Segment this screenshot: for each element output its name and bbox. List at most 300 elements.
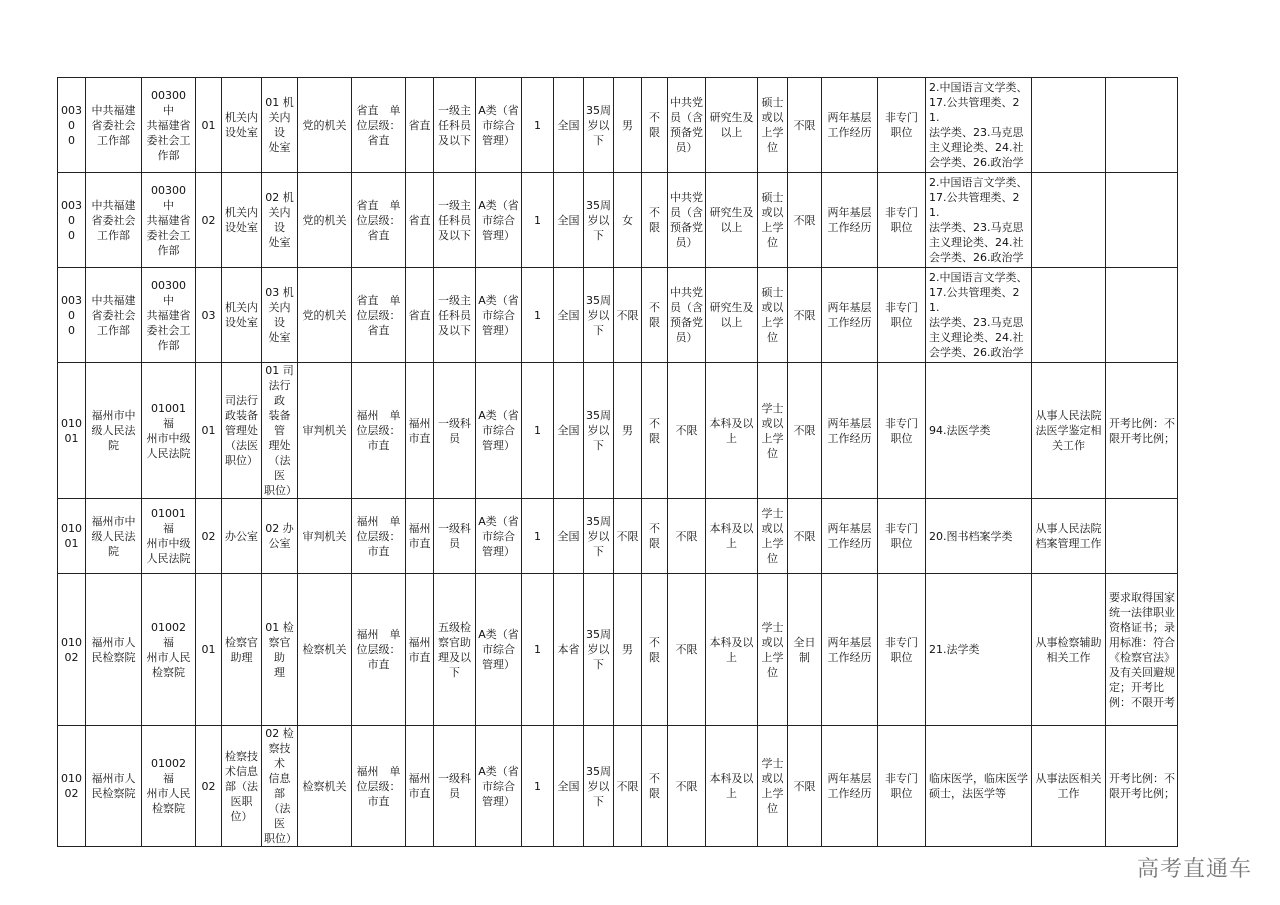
table-cell [614,173,642,268]
cell-text: 010 02 [61,635,82,664]
cell-text: 中共党 员（含 预备党 员） [670,191,703,249]
table-cell [262,499,298,574]
table-cell [878,499,926,574]
table-cell [584,499,614,574]
table-cell [706,173,758,268]
table-row [58,363,1178,499]
table-cell [614,726,642,847]
table-cell [476,574,522,726]
cell-text: 01 机 关内设 处室 [265,96,294,154]
table-cell [58,574,86,726]
cell-text: 03 机 关内设 处室 [265,286,294,344]
cell-text: 机关内 设处室 [225,301,258,329]
table-cell [878,726,926,847]
cell-text: 两年基层 工作经历 [827,206,872,234]
cell-text: 硕士 或以 上学 位 [761,96,784,154]
table-cell [878,363,926,499]
cell-text: 20.图书档案学类 [929,529,1013,543]
table-cell [142,363,196,499]
cell-text: 两年基层 工作经历 [827,301,872,329]
table-cell [758,363,788,499]
cell-text: 福州市中 级人民法 院 [91,514,136,558]
cell-text: 全国 [557,779,580,793]
table-cell [196,726,222,847]
cell-text: 中共党 员（含 预备党 员） [670,96,703,154]
table-cell [262,173,298,268]
table-cell [822,173,878,268]
cell-text: 非专门 职位 [885,522,918,550]
table-cell [434,363,476,499]
cell-text: 全国 [557,118,580,132]
cell-text: A类（省 市综合 管理） [478,628,519,671]
table-cell [476,363,522,499]
table-cell [668,268,706,363]
table-cell [298,726,352,847]
cell-text: 不 限 [649,772,660,800]
table-cell [406,173,434,268]
table-cell [878,78,926,173]
table-cell [196,574,222,726]
table-cell [406,726,434,847]
table-cell [822,499,878,574]
table-cell [1106,268,1178,363]
table-cell [758,268,788,363]
table-cell [1106,173,1178,268]
cell-text: 非专门 职位 [885,416,918,445]
table-cell [614,78,642,173]
table-cell [642,499,668,574]
table-cell [584,574,614,726]
cell-text: 1 [534,529,541,543]
table-cell [58,499,86,574]
table-cell [196,363,222,499]
cell-text: 35周 岁以 下 [586,628,611,671]
table-cell [926,574,1032,726]
cell-text: 35周 岁以 下 [586,764,611,808]
table-cell [878,574,926,726]
table-cell [222,726,262,847]
cell-text: 检察官 助理 [225,635,258,664]
cell-text: 福州市人 民检察院 [91,772,136,800]
table-cell [554,726,584,847]
table-cell [878,173,926,268]
table-cell [926,268,1032,363]
cell-text: 不限 [675,643,698,656]
table-cell [584,173,614,268]
recruitment-table [57,77,1178,847]
cell-text: 非专门 职位 [885,111,918,139]
table-cell [668,726,706,847]
cell-text: 不 限 [649,301,660,329]
cell-text: A类（省 市综合 管理） [478,514,519,558]
table-cell [86,78,142,173]
table-cell [262,363,298,499]
cell-text: 01 [201,424,216,437]
table-cell [196,499,222,574]
table-cell [298,499,352,574]
table-cell [86,268,142,363]
table-cell [476,173,522,268]
cell-text: 从事人民法院 档案管理工作 [1035,522,1102,550]
cell-text: 学士 或以 上学 位 [761,620,784,679]
cell-text: 非专门 职位 [885,301,918,329]
cell-text: 中共党 员（含 预备党 员） [670,286,703,344]
watermark-text: 高考直通车 [1136,857,1252,882]
table-cell [196,78,222,173]
cell-text: 一级主 任科员 及以下 [438,103,471,147]
cell-text: 1 [534,643,541,656]
table-cell [222,173,262,268]
cell-text: A类（省 市综合 管理） [478,764,519,808]
table-cell [434,173,476,268]
cell-text: 不限 [675,779,698,793]
cell-text: 不限 [616,779,639,793]
cell-text: 不限 [793,308,816,322]
table-cell [822,268,878,363]
cell-text: 省直 单 位层级： 省直 [356,103,401,147]
table-cell [352,268,406,363]
cell-text: 福州 市直 [408,416,431,445]
table-cell [262,726,298,847]
cell-text: 福州市人 民检察院 [91,635,136,664]
table-cell [758,574,788,726]
table-cell [222,499,262,574]
table-cell [476,499,522,574]
cell-text: 从事法医相关 工作 [1035,772,1102,800]
table-cell [434,268,476,363]
table-cell [706,499,758,574]
cell-text: 010 01 [61,522,82,550]
cell-text: 21.法学类 [929,643,980,656]
cell-text: 一级科 员 [438,772,471,800]
table-cell [58,363,86,499]
table-cell [142,268,196,363]
cell-text: 省直 单 位层级： 省直 [356,198,401,242]
cell-text: A类（省 市综合 管理） [478,198,519,242]
cell-text: 检察机关 [302,779,347,793]
cell-text: 党的机关 [302,118,347,132]
cell-text: 35周 岁以 下 [586,198,611,242]
table-cell [58,268,86,363]
cell-text: 要求取得国家 统一法律职业 资格证书；录 用标准：符合 《检察官法》 及有关回避规 定；开考比 例：不限开考 [1109,590,1175,709]
cell-text: 35周 岁以 下 [586,409,611,452]
table-cell [614,363,642,499]
cell-text: 审判机关 [302,529,347,543]
table-cell [706,78,758,173]
table-cell [352,574,406,726]
table-cell [584,363,614,499]
table-cell [554,268,584,363]
cell-text: 本科及以 上 [709,522,754,550]
cell-text: 从事检察辅助 相关工作 [1035,635,1102,664]
table-cell [668,363,706,499]
cell-text: 02 [201,529,216,543]
cell-text: 临床医学，临床医学 硕士，法医学等 [929,772,1028,800]
cell-text: 硕士 或以 上学 位 [761,286,784,344]
table-cell [476,268,522,363]
table-cell [788,268,822,363]
cell-text: 94.法医学类 [929,424,991,437]
table-cell [822,363,878,499]
table-cell [352,726,406,847]
cell-text: 02 检 察技术 信息部 （法医 职位） [264,727,297,845]
table-cell [1106,363,1178,499]
cell-text: 0030 0 [61,293,82,337]
cell-text: 35周 岁以 下 [586,514,611,558]
cell-text: 省直 [408,308,431,322]
cell-text: 本科及以 上 [709,416,754,445]
cell-text: 福州 单 位层级： 市直 [356,764,401,808]
table-row [58,726,1178,847]
cell-text: 01 司 法行政 装备管 理处 （法医 职位） [264,364,297,497]
table-cell [758,726,788,847]
table-cell [406,499,434,574]
cell-text: 本科及以 上 [709,772,754,800]
table-cell [86,363,142,499]
cell-text: 开考比例：不 限开考比例； [1109,416,1175,445]
cell-text: 不限 [793,529,816,543]
table-cell [642,574,668,726]
cell-text: 全日制 [793,635,816,664]
table-cell [706,726,758,847]
table-cell [142,574,196,726]
table-cell [554,499,584,574]
table-cell [926,499,1032,574]
cell-text: 本科及以 上 [709,635,754,664]
cell-text: 机关内 设处室 [225,206,258,234]
table-cell [554,574,584,726]
cell-text: 1 [534,213,541,227]
table-cell [406,78,434,173]
cell-text: 机关内 设处室 [225,111,258,139]
cell-text: 中共福建 省委社会 工作部 [91,293,136,337]
cell-text: A类（省 市综合 管理） [478,103,519,147]
cell-text: 全国 [557,424,580,437]
table-cell [668,173,706,268]
cell-text: 不限 [616,308,639,322]
table-cell [352,499,406,574]
cell-text: 一级科 员 [438,522,471,550]
cell-text: 1 [534,779,541,793]
cell-text: 硕士 或以 上学 位 [761,191,784,249]
cell-text: A类（省 市综合 管理） [478,409,519,452]
table-cell [1106,499,1178,574]
cell-text: 非专门 职位 [885,206,918,234]
cell-text: 省直 单 位层级： 省直 [356,293,401,337]
cell-text: 00300 中 共福建省 委社会工 作部 [146,278,191,352]
table-cell [222,574,262,726]
table-row [58,78,1178,173]
cell-text: 2.中国语言文学类、 17.公共管理类、21. 法学类、23.马克思 主义理论类、24.社 会学类、26.政治学 [929,271,1028,359]
table-cell [298,173,352,268]
table-cell [1106,726,1178,847]
cell-text: 办公室 [225,529,258,543]
table-cell [476,78,522,173]
table-cell [788,363,822,499]
cell-text: 女 [622,213,633,227]
table-cell [614,574,642,726]
table-cell [352,173,406,268]
cell-text: 01002 福 州市人民 检察院 [146,620,191,679]
table-cell [926,78,1032,173]
cell-text: 010 02 [61,772,82,800]
table-cell [58,726,86,847]
table-cell [584,78,614,173]
table-cell [822,726,878,847]
cell-text: 男 [622,424,633,437]
cell-text: 01 [201,118,216,132]
table-cell [222,78,262,173]
cell-text: 不限 [675,529,698,543]
cell-text: 全国 [557,213,580,227]
table-cell [706,268,758,363]
cell-text: 不 限 [649,206,660,234]
table-cell [584,268,614,363]
table-cell [434,499,476,574]
cell-text: 男 [622,118,633,132]
cell-text: 02 机 关内设 处室 [265,191,294,249]
cell-text: 两年基层 工作经历 [827,416,872,445]
table-cell [926,173,1032,268]
table-cell [1032,726,1106,847]
table-row [58,268,1178,363]
cell-text: 中共福建 省委社会 工作部 [91,103,136,147]
table-cell [926,726,1032,847]
cell-text: 一级主 任科员 及以下 [438,198,471,242]
table-cell [196,173,222,268]
table-cell [142,726,196,847]
table-cell [522,726,554,847]
cell-text: A类（省 市综合 管理） [478,293,519,337]
cell-text: 不限 [616,529,639,543]
table-row [58,574,1178,726]
table-cell [142,173,196,268]
cell-text: 福州 市直 [408,772,431,800]
table-cell [298,574,352,726]
table-cell [262,574,298,726]
table-cell [706,363,758,499]
table-cell [522,268,554,363]
cell-text: 福州 市直 [408,635,431,664]
cell-text: 两年基层 工作经历 [827,522,872,550]
cell-text: 福州市中 级人民法 院 [91,409,136,452]
table-cell [788,726,822,847]
table-cell [642,363,668,499]
cell-text: 福州 单 位层级： 市直 [356,409,401,452]
cell-text: 01002 福 州市人民 检察院 [146,757,191,815]
table-cell [758,173,788,268]
table-cell [522,173,554,268]
cell-text: 本省 [557,643,580,656]
cell-text: 03 [201,308,216,322]
table-cell [614,499,642,574]
cell-text: 不限 [793,118,816,132]
table-cell [262,78,298,173]
table-cell [434,726,476,847]
table-cell [642,173,668,268]
table-cell [554,78,584,173]
table-cell [86,574,142,726]
cell-text: 中共福建 省委社会 工作部 [91,198,136,242]
cell-text: 党的机关 [302,308,347,322]
cell-text: 01001 福 州市中级 人民法院 [146,507,191,565]
cell-text: 非专门 职位 [885,772,918,800]
table-cell [878,268,926,363]
table-cell [222,268,262,363]
cell-text: 不限 [793,779,816,793]
cell-text: 省直 [408,118,431,132]
table-cell [58,173,86,268]
table-cell [222,363,262,499]
cell-text: 一级主 任科员 及以下 [438,293,471,337]
table-cell [86,726,142,847]
table-cell [668,499,706,574]
table-cell [788,173,822,268]
cell-text: 不 限 [649,111,660,139]
table-cell [1032,574,1106,726]
cell-text: 两年基层 工作经历 [827,635,872,664]
cell-text: 一级科 员 [438,416,471,445]
cell-text: 审判机关 [302,424,347,437]
cell-text: 非专门 职位 [885,635,918,664]
cell-text: 两年基层 工作经历 [827,111,872,139]
cell-text: 不 限 [649,635,660,664]
table-cell [262,268,298,363]
table-cell [522,363,554,499]
table-cell [1032,268,1106,363]
cell-text: 学士 或以 上学 位 [761,757,784,815]
table-cell [522,78,554,173]
table-cell [522,499,554,574]
cell-text: 男 [622,643,633,656]
table-cell [406,268,434,363]
table-cell [614,268,642,363]
cell-text: 不限 [675,424,698,437]
table-cell [298,268,352,363]
cell-text: 01 检 察官助 理 [265,620,294,679]
table-cell [476,726,522,847]
table-cell [706,574,758,726]
table-cell [758,78,788,173]
table-cell [1032,363,1106,499]
cell-text: 研究生及 以上 [709,206,754,234]
table-cell [352,363,406,499]
table-cell [298,78,352,173]
cell-text: 学士 或以 上学 位 [761,507,784,565]
table-cell [668,574,706,726]
cell-text: 35周 岁以 下 [586,293,611,337]
cell-text: 不 限 [649,416,660,445]
table-cell [1032,78,1106,173]
table-cell [298,363,352,499]
table-cell [1032,499,1106,574]
table-cell [522,574,554,726]
cell-text: 01 [201,643,216,656]
table-cell [86,499,142,574]
cell-text: 省直 [408,213,431,227]
cell-text: 检察技 术信息 部（法 医职 位） [225,749,258,823]
cell-text: 福州 单 位层级： 市直 [356,628,401,671]
table-cell [196,268,222,363]
cell-text: 35周 岁以 下 [586,103,611,147]
table-cell [788,499,822,574]
table-cell [86,173,142,268]
table-cell [926,363,1032,499]
cell-text: 全国 [557,308,580,322]
table-cell [1106,574,1178,726]
cell-text: 党的机关 [302,213,347,227]
cell-text: 1 [534,118,541,132]
